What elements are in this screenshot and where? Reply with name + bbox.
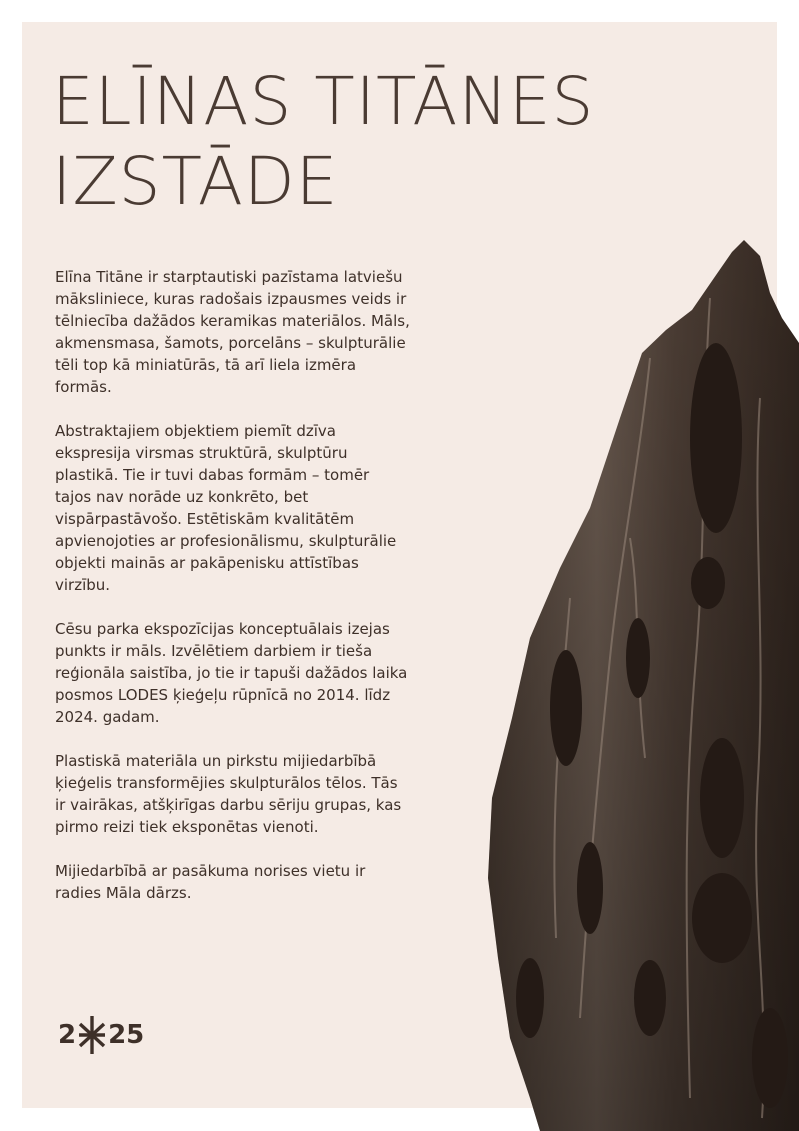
- paragraph-line: tajos nav norāde uz konkrēto, bet: [55, 488, 309, 506]
- paragraph-line: ķieģelis transformējies skulpturālos tēlos. Tās: [55, 774, 398, 792]
- paragraph-line: vispārpastāvošo. Estētiskām kvalitātēm: [55, 510, 355, 528]
- paragraph-5: [55, 860, 455, 904]
- year-logo: [58, 1015, 144, 1055]
- asterisk-snowflake-icon: [77, 1015, 107, 1055]
- paragraph-2: [55, 420, 455, 596]
- paragraph-line: Cēsu parka ekspozīcijas konceptuālais izejas: [55, 620, 390, 638]
- paragraph-line: māksliniece, kuras radošais izpausmes veids ir: [55, 290, 407, 308]
- paragraph-line: Elīna Titāne ir starptautiski pazīstama latviešu: [55, 268, 403, 286]
- paragraph-line: formās.: [55, 378, 112, 396]
- body-text: [55, 266, 455, 926]
- paragraph-line: ekspresija virsmas struktūrā, skulptūru: [55, 444, 348, 462]
- paragraph-line: pirmo reizi tiek eksponētas vienoti.: [55, 818, 319, 836]
- paragraph-3: [55, 618, 455, 728]
- paragraph-line: akmensmasa, šamots, porcelāns – skulpturālie: [55, 334, 406, 352]
- paragraph-1: [55, 266, 455, 398]
- paragraph-line: tēli top kā miniatūrās, tā arī liela izmēra: [55, 356, 357, 374]
- page-title: [52, 62, 594, 222]
- paragraph-line: ir vairākas, atšķirīgas darbu sēriju grupas, kas: [55, 796, 402, 814]
- paragraph-line: posmos LODES ķieģeļu rūpnīcā no 2014. līdz: [55, 686, 391, 704]
- paragraph-line: virzību.: [55, 576, 111, 594]
- logo-digits-right: 25: [108, 1020, 145, 1050]
- paragraph-line: reģionāla saistība, jo tie ir tapuši dažādos laika: [55, 664, 408, 682]
- paragraph-line: apvienojoties ar profesionālismu, skulpturālie: [55, 532, 397, 550]
- paragraph-line: Abstraktajiem objektiem piemīt dzīva: [55, 422, 336, 440]
- title-line-2: IZSTĀDE: [52, 143, 339, 220]
- title-line-1: ELĪNAS TITĀNES: [52, 63, 595, 140]
- paragraph-line: Plastiskā materiāla un pirkstu mijiedarbībā: [55, 752, 377, 770]
- paragraph-line: radies Māla dārzs.: [55, 884, 192, 902]
- logo-digit-left: 2: [58, 1020, 77, 1050]
- paragraph-line: objekti mainās ar pakāpenisku attīstības: [55, 554, 359, 572]
- paragraph-line: 2024. gadam.: [55, 708, 160, 726]
- paragraph-4: [55, 750, 455, 838]
- ceramic-sculpture-image: [470, 238, 799, 1131]
- paragraph-line: tēlniecība dažādos keramikas materiālos. Māls,: [55, 312, 410, 330]
- paragraph-line: punkts ir māls. Izvēlētiem darbiem ir tieša: [55, 642, 373, 660]
- paragraph-line: Mijiedarbībā ar pasākuma norises vietu ir: [55, 862, 366, 880]
- paragraph-line: plastikā. Tie ir tuvi dabas formām – tomēr: [55, 466, 370, 484]
